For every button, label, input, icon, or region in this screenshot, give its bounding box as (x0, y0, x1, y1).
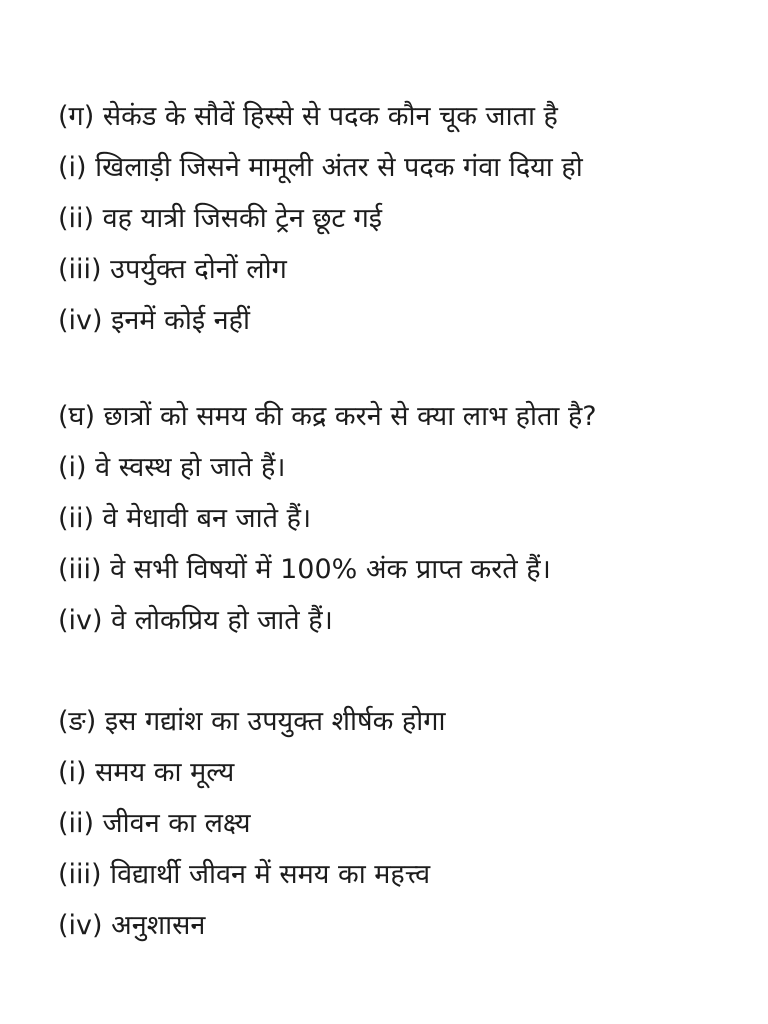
question-nga (58, 700, 748, 955)
question-prompt: (ग) सेकंड के सौवें हिस्से से पदक कौन चूक जाता है (58, 101, 558, 132)
option-ii: (ii) वह यात्री जिसकी ट्रेन छूट गई (58, 203, 383, 234)
option-iii: (iii) उपर्युक्त दोनों लोग (58, 254, 287, 285)
option-ii: (ii) जीवन का लक्ष्य (58, 808, 251, 839)
question-prompt: (ङ) इस गद्यांश का उपयुक्त शीर्षक होगा (58, 706, 446, 737)
option-i: (i) खिलाड़ी जिसने मामूली अंतर से पदक गंवा दिया हो (58, 152, 583, 183)
question-prompt: (घ) छात्रों को समय की कद्र करने से क्या लाभ होता है? (58, 401, 597, 432)
option-i: (i) वे स्वस्थ हो जाते हैं। (58, 452, 286, 483)
option-iii: (iii) विद्यार्थी जीवन में समय का महत्त्व (58, 859, 431, 890)
option-iv: (iv) वे लोकप्रिय हो जाते हैं। (58, 605, 333, 636)
option-iv: (iv) अनुशासन (58, 910, 206, 941)
question-ga (58, 95, 748, 350)
option-i: (i) समय का मूल्य (58, 757, 235, 788)
question-gha (58, 395, 748, 650)
option-iii: (iii) वे सभी विषयों में 100% अंक प्राप्त करते हैं। (58, 554, 551, 585)
option-ii: (ii) वे मेधावी बन जाते हैं। (58, 503, 312, 534)
option-iv: (iv) इनमें कोई नहीं (58, 305, 250, 336)
